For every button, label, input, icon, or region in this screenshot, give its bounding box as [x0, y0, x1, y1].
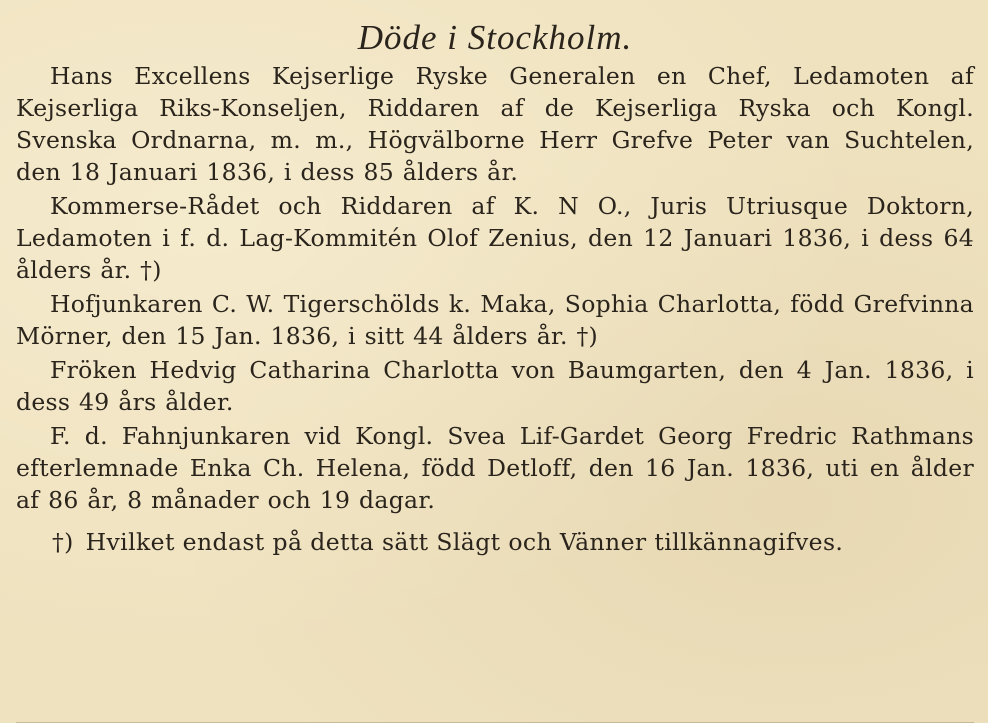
obituary-entry-3: Hofjunkaren C. W. Tigerschölds k. Maka, Sophia Charlotta, född Grefvinna Mörner, den 15 Jan. 1836, i sitt 44 ålders år. †) — [16, 290, 974, 350]
footnote-text: Hvilket endast på detta sätt Slägt och Vänner tillkännagifves. — [85, 528, 844, 556]
obituary-entry-4: Fröken Hedvig Catharina Charlotta von Baumgarten, den 4 Jan. 1836, i dess 49 års ålder. — [16, 356, 974, 416]
obituary-entry-5: F. d. Fahnjunkaren vid Kongl. Svea Lif-Gardet Georg Fredric Rathmans efterlemnade Enka Ch. Helena, född Detloff, den 16 Jan. 1836, uti en ålder af 86 år, 8 månader och 19 dagar. — [16, 422, 974, 514]
obituary-entry-2: Kommerse-Rådet och Riddaren af K. N O., Juris Utriusque Doktorn, Ledamoten i f. d. Lag-Kommitén Olof Zenius, den 12 Januari 1836, i dess 64 ålders år. †) — [16, 192, 974, 284]
obituary-entry-1: Hans Excellens Kejserlige Ryske Generalen en Chef, Ledamoten af Kejserliga Riks-Konseljen, Riddaren af de Kejserliga Ryska och Kongl. Svenska Ordnarna, m. m., Högvälborne Herr Grefve Peter van Suchtelen, den 18 Januari 1836, i dess 85 ålders år. — [16, 62, 974, 186]
section-heading: Döde i Stockholm. — [357, 18, 633, 57]
footnote — [16, 526, 974, 559]
footnote-mark: †) — [52, 528, 74, 556]
